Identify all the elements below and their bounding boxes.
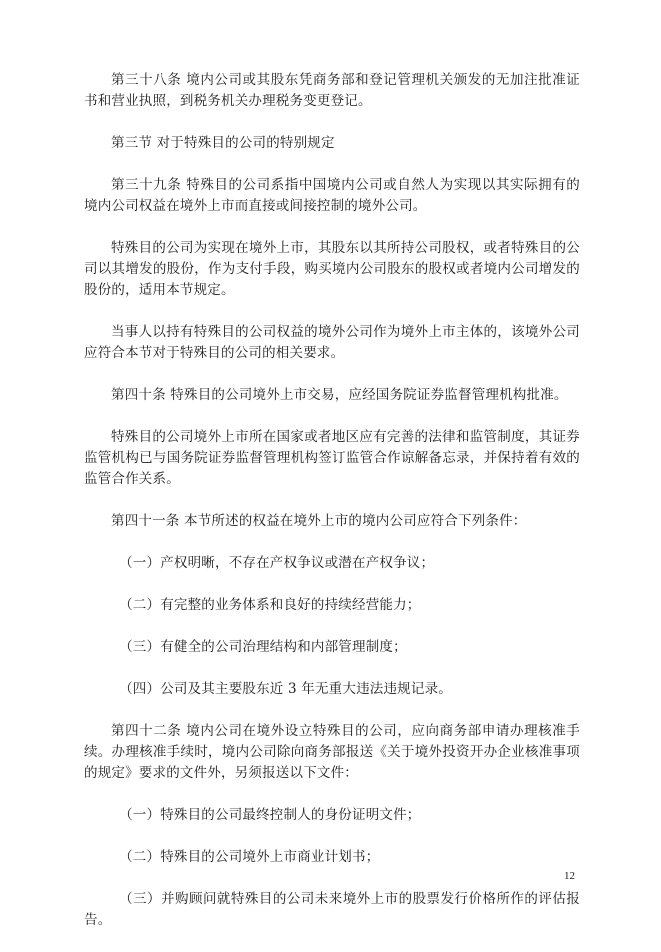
article-38: 第三十八条 境内公司或其股东凭商务部和登记管理机关颁发的无加注批准证书和营业执照，到税务机关办理税务变更登记。	[84, 72, 580, 109]
article-41-item-1: （一）产权明晰，不存在产权争议或潜在产权争议；	[119, 555, 435, 571]
document-body	[84, 70, 580, 952]
article-39-paragraph-2: 特殊目的公司为实现在境外上市，其股东以其所持公司股权，或者特殊目的公司以其增发的股份，作为支付手段，购买境内公司股东的股权或者境内公司增发的股份的，适用本节规定。	[84, 240, 580, 298]
article-40: 第四十条 特殊目的公司境外上市交易，应经国务院证券监督管理机构批准。	[111, 387, 568, 403]
article-39: 第三十九条 特殊目的公司系指中国境内公司或自然人为实现以其实际拥有的境内公司权益在境外上市而直接或间接控制的境外公司。	[84, 177, 580, 214]
article-42-item-2: （二）特殊目的公司境外上市商业计划书；	[119, 849, 380, 865]
article-41-item-2: （二）有完整的业务体系和良好的持续经营能力；	[119, 597, 421, 613]
section-3-heading: 第三节 对于特殊目的公司的特别规定	[111, 135, 335, 151]
article-42-item-3: （三）并购顾问就特殊目的公司未来境外上市的股票发行价格所作的评估报告。	[84, 891, 580, 928]
article-40-paragraph-2: 特殊目的公司境外上市所在国家或者地区应有完善的法律和监管制度，其证券监管机构已与国务院证券监督管理机构签订监管合作谅解备忘录，并保持着有效的监管合作关系。	[84, 429, 580, 487]
page-number: 12	[564, 870, 575, 882]
article-42: 第四十二条 境内公司在境外设立特殊目的公司，应向商务部申请办理核准手续。办理核准手续时，境内公司除向商务部报送《关于境外投资开办企业核准事项的规定》要求的文件外，另须报送以下文件：	[84, 723, 580, 781]
article-41: 第四十一条 本节所述的权益在境外上市的境内公司应符合下列条件：	[111, 513, 527, 529]
article-41-item-3: （三）有健全的公司治理结构和内部管理制度；	[119, 639, 407, 655]
article-41-item-4: （四）公司及其主要股东近 3 年无重大违法违规记录。	[119, 681, 452, 697]
article-42-item-1: （一）特殊目的公司最终控制人的身份证明文件；	[119, 807, 421, 823]
article-39-paragraph-3: 当事人以持有特殊目的公司权益的境外公司作为境外上市主体的，该境外公司应符合本节对于特殊目的公司的相关要求。	[84, 324, 580, 361]
